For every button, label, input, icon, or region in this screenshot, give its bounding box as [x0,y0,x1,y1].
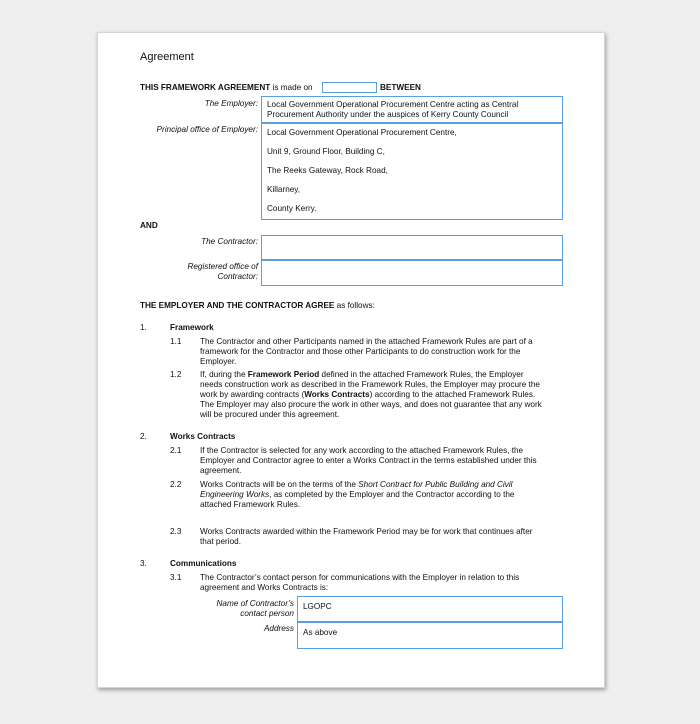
principal-office-line: The Reeks Gateway, Rock Road, [267,166,388,175]
employer-label: The Employer: [204,99,258,108]
section-heading: Works Contracts [170,432,236,441]
section-heading: Framework [170,323,214,332]
intro-between: BETWEEN [380,83,421,92]
principal-office-line: Local Government Operational Procurement Centre, [267,128,457,137]
clause-2-1: If the Contractor is selected for any work according to the attached Framework Rules, the Employer and Contractor agree to enter a Works Contract in the terms established under this agreement. [200,446,537,475]
document-title: Agreement [140,51,194,63]
document-page [97,32,605,688]
agreement-date-field[interactable] [322,82,377,93]
principal-office-line: Killarney, [267,185,301,194]
clause-number: 2.1 [170,446,182,455]
contractor-field[interactable] [261,235,563,260]
clause-1-2: If, during the Framework Period defined in the attached Framework Rules, the Employer needs construction work as described in the Framework Rules, the Employer may procure the work by awarding contracts (Works Contracts) according to the attached Framework Rules. The Employer may also procure the work in other ways, and does not guarantee that any work will be procured under this agreement. [200,370,542,419]
clause-number: 2.3 [170,527,182,536]
section-number: 3. [140,559,147,568]
section-number: 1. [140,323,147,332]
intro-line [140,83,313,93]
employer-value-line1: Local Government Operational Procurement Centre acting as Central [267,100,519,109]
address-field[interactable]: As above [297,622,563,649]
contact-name-field[interactable]: LGOPC [297,596,563,622]
clause-number: 1.1 [170,337,182,346]
employer-field[interactable] [261,96,563,123]
principal-office-field[interactable] [261,123,563,220]
principal-office-label: Principal office of Employer: [156,125,258,134]
clause-number: 1.2 [170,370,182,379]
contact-name-label: Name of Contractor’s contact person [216,599,294,618]
address-label: Address [263,624,294,633]
clause-2-3: Works Contracts awarded within the Framework Period may be for work that continues after that period. [200,527,533,546]
clause-2-2: Works Contracts will be on the terms of the Short Contract for Public Building and Civil Engineering Works, as completed by the Employer and the Contractor according to the attached Framework Rules. [200,480,515,509]
employer-value-line2: Procurement Authority under the auspices of Kerry County Council [267,110,509,119]
section-number: 2. [140,432,147,441]
clause-number: 2.2 [170,480,182,489]
registered-office-field[interactable] [261,260,563,286]
clause-number: 3.1 [170,573,182,582]
principal-office-line: County Kerry. [267,204,317,213]
intro-made-on: is made on [272,83,313,92]
clause-1-1: The Contractor and other Participants named in the attached Framework Rules are part of a framework for the Contractor and those other Participants to do construction work for the Employer. [200,337,533,366]
registered-office-label: Registered office of Contractor: [187,262,258,281]
intro-bold-lead: THIS FRAMEWORK AGREEMENT [140,83,271,92]
section-heading: Communications [170,559,237,568]
agree-statement: THE EMPLOYER AND THE CONTRACTOR AGREE as follows: [140,301,375,310]
principal-office-line: Unit 9, Ground Floor, Building C, [267,147,385,156]
contractor-label: The Contractor: [201,237,258,246]
clause-3-1: The Contractor’s contact person for communications with the Employer in relation to this agreement and Works Contracts is: [200,573,520,592]
and-label: AND [140,221,158,230]
